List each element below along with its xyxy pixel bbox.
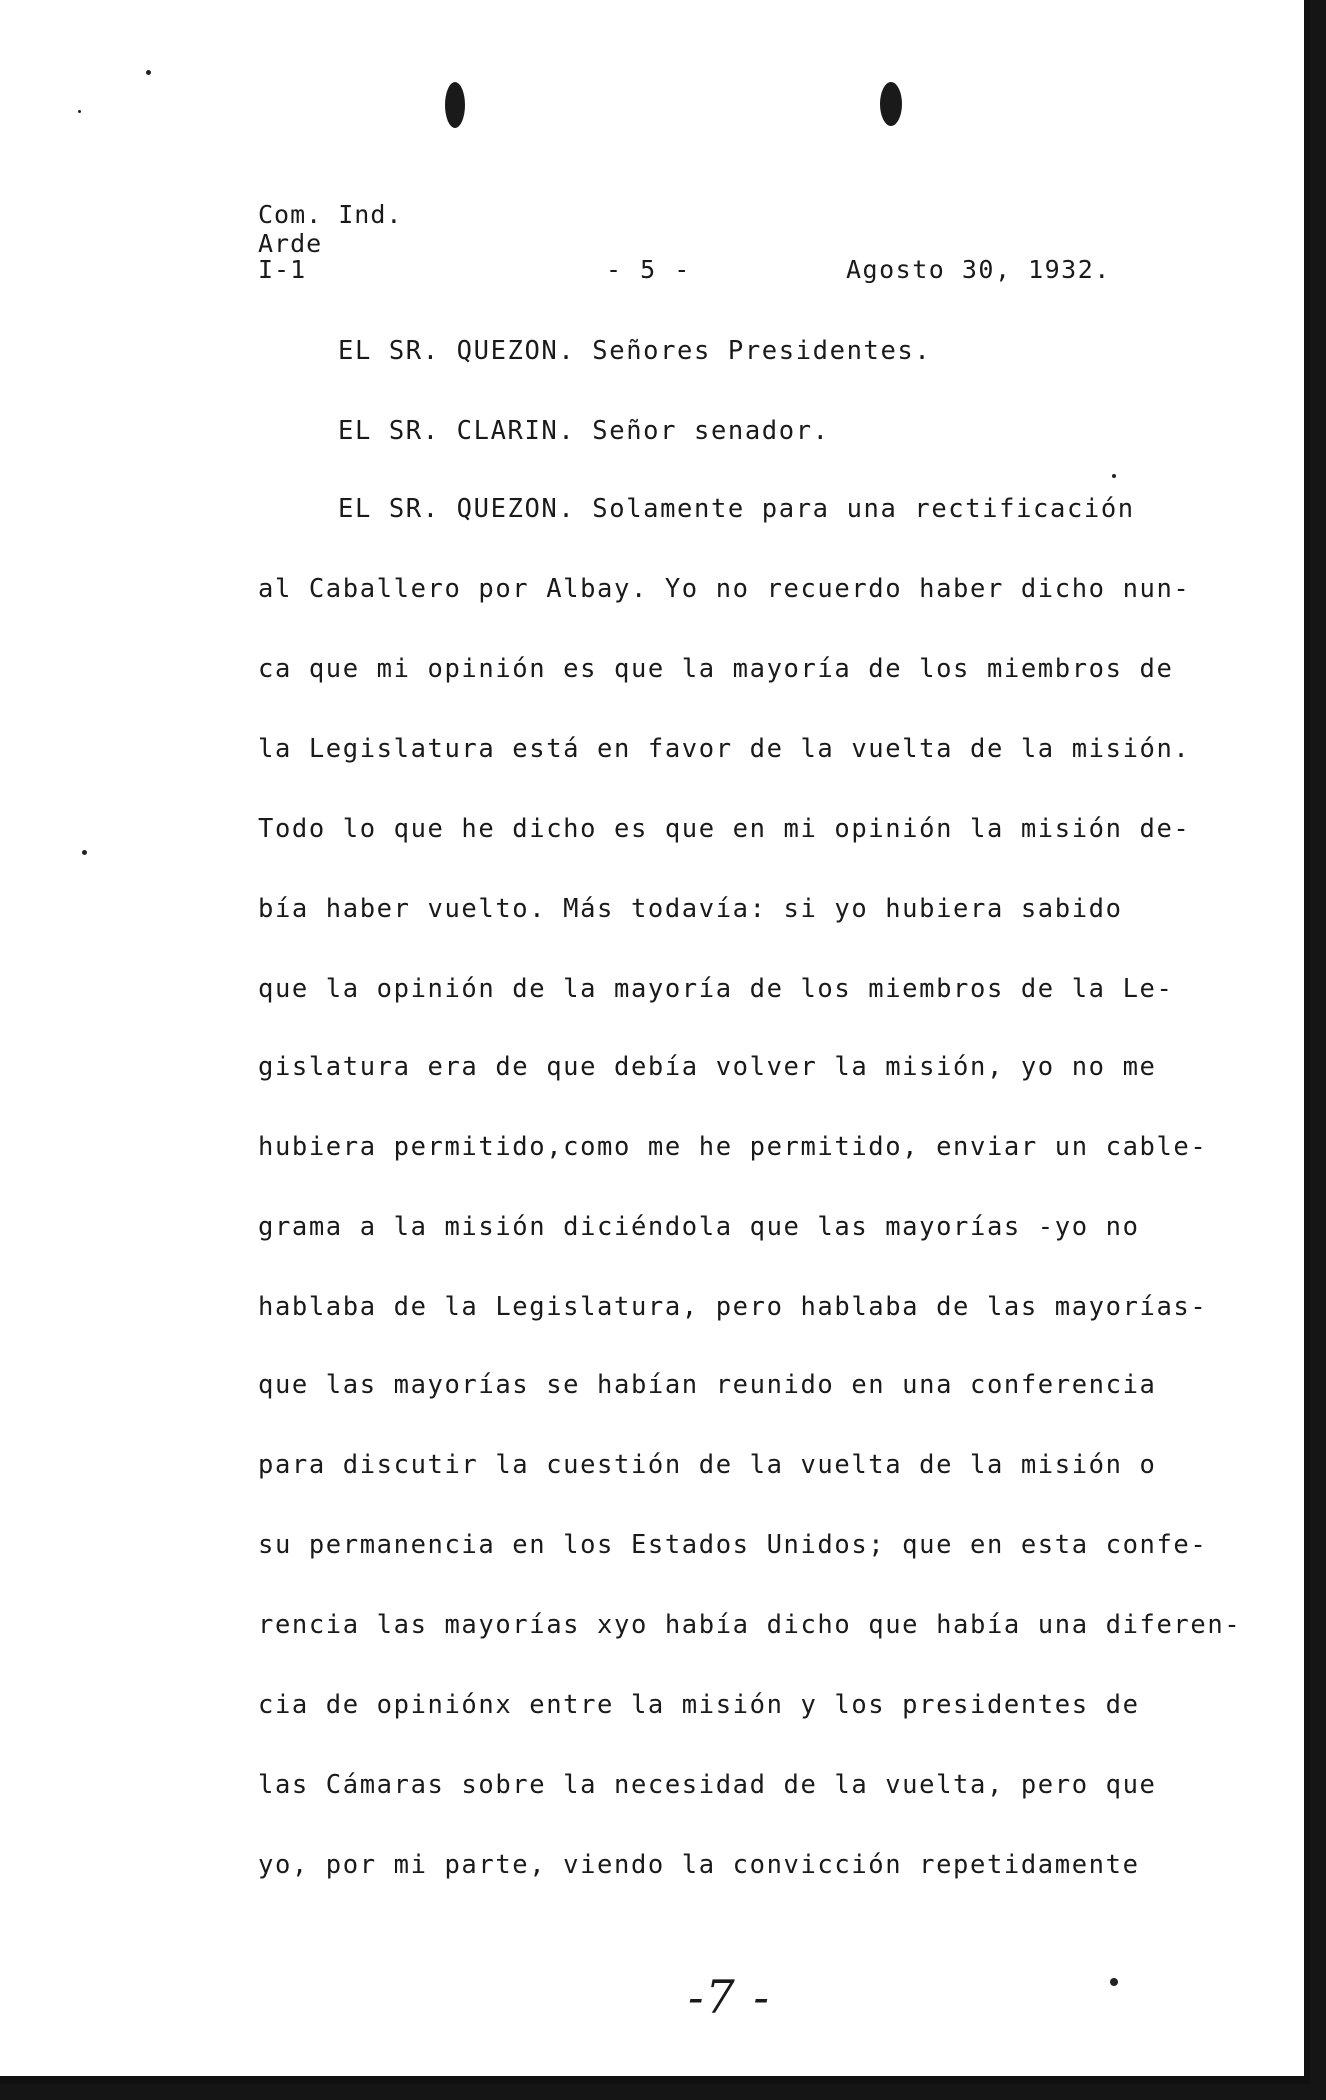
body-line-6: la Legislatura está en favor de la vuelta de la misión.	[258, 734, 1191, 764]
body-line-4: al Caballero por Albay. Yo no recuerdo haber dicho nun-	[258, 574, 1191, 604]
body-line-13: hablaba de la Legislatura, pero hablaba de las mayorías-	[258, 1292, 1208, 1322]
body-line-5: ca que mi opinión es que la mayoría de los miembros de	[258, 654, 1174, 684]
body-line-14: que las mayorías se habían reunido en una conferencia	[258, 1370, 1157, 1400]
speck	[1110, 1978, 1118, 1986]
header-committee: Com. Ind.	[258, 200, 403, 229]
header-typist: Arde	[258, 229, 323, 258]
body-line-3: EL SR. QUEZON. Solamente para una rectificación	[338, 494, 1135, 524]
body-line-19: las Cámaras sobre la necesidad de la vuelta, pero que	[258, 1770, 1157, 1800]
body-line-8: bía haber vuelto. Más todavía: si yo hubiera sabido	[258, 894, 1123, 924]
header-reference: I-1	[258, 255, 307, 284]
speck	[146, 70, 151, 75]
punch-hole-right	[880, 82, 902, 126]
body-line-12: grama a la misión diciéndola que las mayorías -yo no	[258, 1212, 1140, 1242]
body-line-7: Todo lo que he dicho es que en mi opinión la misión de-	[258, 814, 1191, 844]
document-date: Agosto 30, 1932.	[846, 255, 1111, 284]
speck	[78, 110, 81, 113]
scan-edge-bottom	[0, 2084, 1326, 2100]
page-number: - 5 -	[606, 255, 692, 284]
body-line-15: para discutir la cuestión de la vuelta de la misión o	[258, 1450, 1157, 1480]
body-line-16: su permanencia en los Estados Unidos; que en esta confe-	[258, 1530, 1208, 1560]
speck	[1112, 474, 1116, 478]
speck	[82, 850, 87, 855]
body-line-17: rencia las mayorías xyo había dicho que había una diferen-	[258, 1610, 1242, 1640]
body-line-11: hubiera permitido,como me he permitido, enviar un cable-	[258, 1132, 1208, 1162]
body-line-9: que la opinión de la mayoría de los miembros de la Le-	[258, 974, 1174, 1004]
body-line-2: EL SR. CLARIN. Señor senador.	[338, 416, 830, 446]
handwritten-page-number: -7 -	[688, 1970, 771, 2024]
scan-edge-right	[1310, 0, 1326, 2100]
body-line-10: gislatura era de que debía volver la misión, yo no me	[258, 1052, 1157, 1082]
body-line-1: EL SR. QUEZON. Señores Presidentes.	[338, 336, 932, 366]
punch-hole-left	[445, 82, 465, 128]
body-line-20: yo, por mi parte, viendo la convicción repetidamente	[258, 1850, 1140, 1880]
body-line-18: cia de opiniónx entre la misión y los presidentes de	[258, 1690, 1140, 1720]
